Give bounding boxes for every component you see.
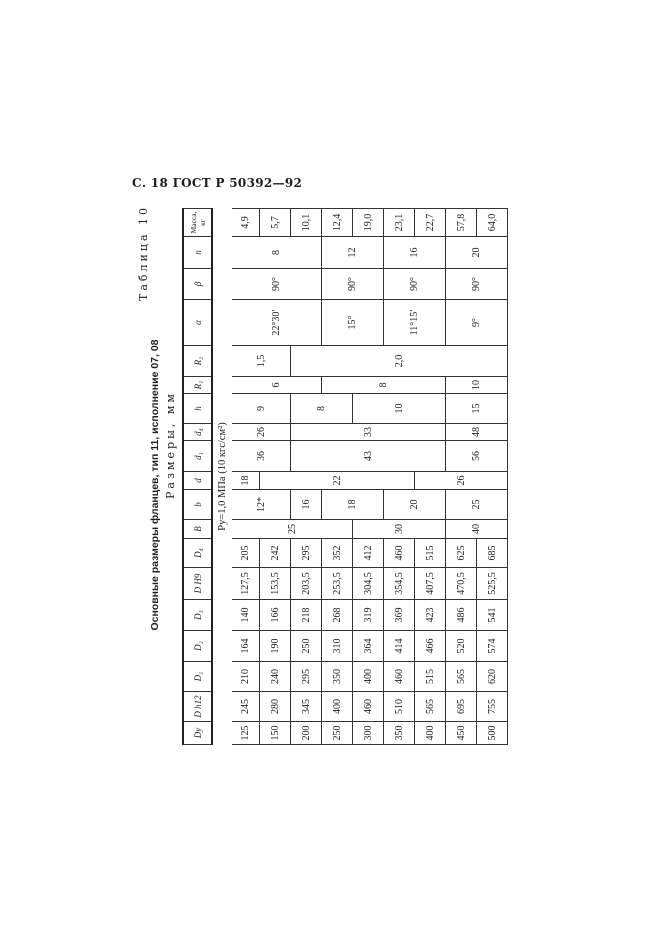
header-row bbox=[183, 209, 212, 745]
table-cell: 153,5 bbox=[260, 568, 291, 600]
flange-dimensions-table bbox=[182, 208, 508, 745]
column-header: D₁ bbox=[183, 662, 212, 692]
table-cell: 695 bbox=[446, 692, 477, 722]
table-cell: 412 bbox=[353, 539, 384, 568]
table-cell: 755 bbox=[477, 692, 508, 722]
table-cell: 620 bbox=[477, 662, 508, 692]
table-cell: 515 bbox=[415, 539, 446, 568]
table-cell: 345 bbox=[291, 692, 322, 722]
column-header: h bbox=[183, 394, 212, 424]
table-cell: 400 bbox=[415, 722, 446, 745]
table-cell: 541 bbox=[477, 600, 508, 631]
table-cell: 350 bbox=[384, 722, 415, 745]
table-cell: 245 bbox=[232, 692, 260, 722]
table-cell: 200 bbox=[291, 722, 322, 745]
merged-cell: 9 bbox=[232, 394, 291, 424]
merged-cell: 43 bbox=[291, 441, 446, 472]
merged-cell: 90° bbox=[446, 269, 508, 300]
merged-cell: 10 bbox=[353, 394, 446, 424]
merged-cell: 26 bbox=[232, 424, 291, 441]
column-header: β bbox=[183, 269, 212, 300]
merged-cell: 26 bbox=[415, 472, 508, 490]
table-cell: 414 bbox=[384, 631, 415, 662]
merged-cell: 25 bbox=[446, 490, 508, 520]
table-label: Таблица 10 bbox=[137, 205, 150, 301]
merged-cell: 90° bbox=[322, 269, 384, 300]
column-header: n bbox=[183, 237, 212, 269]
table-cell: 352 bbox=[322, 539, 353, 568]
table-cell: 520 bbox=[446, 631, 477, 662]
table-cell: 210 bbox=[232, 662, 260, 692]
table-cell: 466 bbox=[415, 631, 446, 662]
table-subtitle: Размеры, мм bbox=[164, 391, 177, 499]
table-cell: 565 bbox=[446, 662, 477, 692]
mass-cell: 12,4 bbox=[322, 209, 353, 237]
merged-cell: 12* bbox=[232, 490, 291, 520]
table-cell: 250 bbox=[291, 631, 322, 662]
merged-cell: 10 bbox=[446, 377, 508, 394]
column-header: D h12 bbox=[183, 692, 212, 722]
table-cell: 268 bbox=[322, 600, 353, 631]
table-cell: 304,5 bbox=[353, 568, 384, 600]
mass-cell: 4,9 bbox=[232, 209, 260, 237]
table-cell: 460 bbox=[384, 662, 415, 692]
table-cell: 565 bbox=[415, 692, 446, 722]
merged-cell: 1,5 bbox=[232, 346, 291, 377]
merged-cell: 8 bbox=[291, 394, 353, 424]
merged-cell: 11°15′ bbox=[384, 300, 446, 346]
mass-cell: 5,7 bbox=[260, 209, 291, 237]
merged-cell: 33 bbox=[291, 424, 446, 441]
table-cell: 242 bbox=[260, 539, 291, 568]
merged-cell: 8 bbox=[232, 237, 322, 269]
merged-cell: 20 bbox=[446, 237, 508, 269]
pressure-row bbox=[212, 209, 232, 745]
merged-cell: 56 bbox=[446, 441, 508, 472]
table-cell: 460 bbox=[384, 539, 415, 568]
table-cell: 203,5 bbox=[291, 568, 322, 600]
table-cell: 125 bbox=[232, 722, 260, 745]
column-header: D₄ bbox=[183, 539, 212, 568]
merged-cell: 40 bbox=[446, 520, 508, 539]
mass-cell: 10,1 bbox=[291, 209, 322, 237]
table-cell: 253,5 bbox=[322, 568, 353, 600]
merged-cell: 36 bbox=[232, 441, 291, 472]
table-cell: 310 bbox=[322, 631, 353, 662]
column-header: R₂ bbox=[183, 346, 212, 377]
page-header: С. 18 ГОСТ Р 50392—92 bbox=[132, 176, 303, 190]
table-cell: 350 bbox=[322, 662, 353, 692]
column-header: D₂ bbox=[183, 631, 212, 662]
column-header: d₁ bbox=[183, 441, 212, 472]
column-header: b bbox=[183, 490, 212, 520]
table-cell: 400 bbox=[322, 692, 353, 722]
table-cell: 319 bbox=[353, 600, 384, 631]
rotated-table-block bbox=[135, 197, 507, 757]
table-cell: 407,5 bbox=[415, 568, 446, 600]
column-header: Dу bbox=[183, 722, 212, 745]
column-header: Масса, кг bbox=[183, 209, 212, 237]
table-cell: 190 bbox=[260, 631, 291, 662]
merged-cell: 30 bbox=[353, 520, 446, 539]
merged-cell: 9° bbox=[446, 300, 508, 346]
table-cell: 250 bbox=[322, 722, 353, 745]
table-cell: 400 bbox=[353, 662, 384, 692]
table-cell: 354,5 bbox=[384, 568, 415, 600]
table-cell: 166 bbox=[260, 600, 291, 631]
mass-cell: 57,8 bbox=[446, 209, 477, 237]
column-header: α bbox=[183, 300, 212, 346]
table-cell: 240 bbox=[260, 662, 291, 692]
merged-cell: 18 bbox=[322, 490, 384, 520]
table-cell: 486 bbox=[446, 600, 477, 631]
merged-cell: 22°30′ bbox=[232, 300, 322, 346]
table-cell: 460 bbox=[353, 692, 384, 722]
table-cell: 470,5 bbox=[446, 568, 477, 600]
table-cell: 510 bbox=[384, 692, 415, 722]
mass-cell: 19,0 bbox=[353, 209, 384, 237]
table-cell: 369 bbox=[384, 600, 415, 631]
table-cell: 300 bbox=[353, 722, 384, 745]
table-cell: 525,5 bbox=[477, 568, 508, 600]
merged-cell: 16 bbox=[291, 490, 322, 520]
merged-cell: 12 bbox=[322, 237, 384, 269]
mass-cell: 22,7 bbox=[415, 209, 446, 237]
table-cell: 127,5 bbox=[232, 568, 260, 600]
table-cell: 205 bbox=[232, 539, 260, 568]
mass-cell: 64,0 bbox=[477, 209, 508, 237]
column-header: d₄ bbox=[183, 424, 212, 441]
table-cell: 280 bbox=[260, 692, 291, 722]
merged-cell: 16 bbox=[384, 237, 446, 269]
table-title: Основные размеры фланцев, тип 11, исполнение 07, 08 bbox=[149, 339, 161, 631]
pressure-label: Pу=1,0 МПа (10 кгс/см²) bbox=[217, 422, 228, 531]
table-cell: 150 bbox=[260, 722, 291, 745]
table-row bbox=[232, 209, 260, 745]
table-cell: 515 bbox=[415, 662, 446, 692]
merged-cell: 90° bbox=[384, 269, 446, 300]
merged-cell: 25 bbox=[232, 520, 353, 539]
column-header: R₁ bbox=[183, 377, 212, 394]
table-cell: 295 bbox=[291, 539, 322, 568]
merged-cell: 2,0 bbox=[291, 346, 508, 377]
column-header: D₃ bbox=[183, 600, 212, 631]
table-cell: 423 bbox=[415, 600, 446, 631]
merged-cell: 20 bbox=[384, 490, 446, 520]
merged-cell: 8 bbox=[322, 377, 446, 394]
table-cell: 500 bbox=[477, 722, 508, 745]
merged-cell: 15° bbox=[322, 300, 384, 346]
column-header: D H9 bbox=[183, 568, 212, 600]
merged-cell: 48 bbox=[446, 424, 508, 441]
table-cell: 295 bbox=[291, 662, 322, 692]
table-cell: 450 bbox=[446, 722, 477, 745]
table-cell: 574 bbox=[477, 631, 508, 662]
merged-cell: 6 bbox=[232, 377, 322, 394]
merged-cell: 90° bbox=[232, 269, 322, 300]
table-body bbox=[212, 209, 508, 745]
mass-cell: 23,1 bbox=[384, 209, 415, 237]
merged-cell: 15 bbox=[446, 394, 508, 424]
table-cell: 140 bbox=[232, 600, 260, 631]
table-cell: 218 bbox=[291, 600, 322, 631]
column-header: d bbox=[183, 472, 212, 490]
merged-cell: 22 bbox=[260, 472, 415, 490]
column-header: B bbox=[183, 520, 212, 539]
merged-cell: 18 bbox=[232, 472, 260, 490]
table-cell: 625 bbox=[446, 539, 477, 568]
table-cell: 685 bbox=[477, 539, 508, 568]
table-cell: 164 bbox=[232, 631, 260, 662]
table-cell: 364 bbox=[353, 631, 384, 662]
